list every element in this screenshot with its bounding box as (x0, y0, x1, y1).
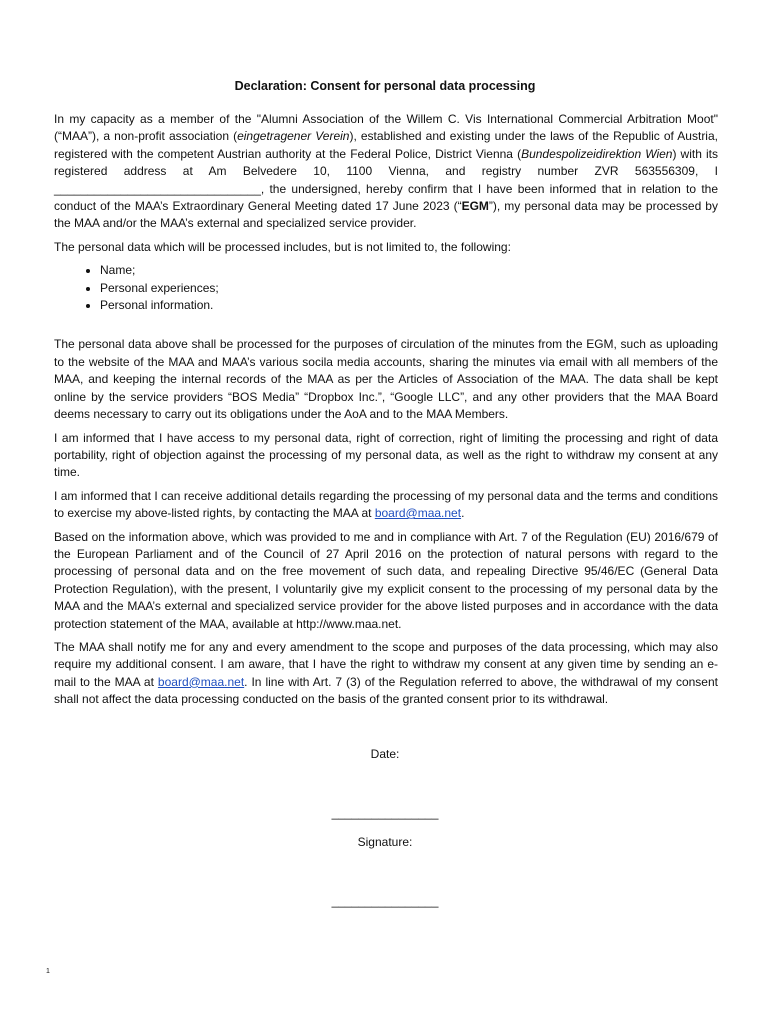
data-list (54, 262, 718, 314)
list-item: • Personal experiences; (100, 280, 718, 297)
list-intro: The personal data which will be processed includes, but is not limited to, the following: (54, 239, 511, 254)
spacer (54, 314, 718, 336)
details-text-2: . (461, 506, 465, 521)
list-item: • Personal information. (100, 297, 718, 314)
details-paragraph (54, 488, 718, 523)
intro-italic-2: Bundespolizeidirektion Wien (521, 146, 673, 161)
intro-text-2: ), established and existing under the laws of the Republic of Austria, registered with the competent Austrian authority at the Federal Police, District Vienna ( (54, 129, 718, 161)
intro-text-1: In my capacity as a member of the "Alumni Association of the Willem C. Vis International Commercial Arbitration Moot" (“MAA”), a non-profit association ( (54, 112, 718, 144)
intro-text-4: ”), my personal data may be processed by the MAA and/or the MAA’s external and specialized service provider. (54, 199, 718, 231)
notify-text-2: . In line with Art. 7 (3) of the Regulation referred to above, the withdrawal of my consent shall not affect the data processing conducted on the basis of the granted consent prior to its withdrawal. (54, 674, 718, 707)
date-line: ________________ (331, 806, 439, 820)
notify-paragraph (54, 639, 718, 709)
page-title: Declaration: Consent for personal data processing (234, 79, 536, 93)
consent-paragraph: Based on the information above, which was provided to me and in compliance with Art. 7 of the Regulation (EU) 2016/679 of the European Parliament and of the Council of 27 April 2016 on the protection of natural persons with regard to the processing of personal data and on the free movement of such data, and repealing Directive 95/46/EC (General Data Protection Regulation), with the present, I voluntarily give my explicit consent to the processing of my personal data by the MAA and the MAA’s external and specialized service provider for the above listed purposes and in accordance with the data protection statement of the MAA, available at http://www.maa.net. (54, 529, 718, 631)
document-body (54, 111, 718, 715)
date-label: Date: (370, 747, 400, 761)
list-item: • Name; (100, 262, 718, 279)
page-number: 1 (46, 968, 50, 975)
notify-text-1: The MAA shall notify me for any and every amendment to the scope and purposes of the data processing, which may also require my additional consent. I am aware, that I have the right to withdraw my consent at any given time by sending an e-mail to the MAA at (54, 639, 718, 689)
signature-label: Signature: (357, 835, 413, 849)
email-link[interactable]: board@maa.net (157, 674, 245, 689)
email-link[interactable]: board@maa.net (374, 506, 462, 521)
intro-bold-egm: EGM (461, 199, 489, 214)
details-text-1: I am informed that I can receive additional details regarding the processing of my personal data and the terms and conditions to exercise my above-listed rights, by contacting the MAA at (54, 488, 718, 521)
purposes-paragraph: The personal data above shall be processed for the purposes of circulation of the minutes from the EGM, such as uploading to the website of the MAA and MAA’s various socila media accounts, sharing the minutes via email with all members of the MAA, and keeping the internal records of the MAA as per the Articles of Association of the MAA. The data shall be kept online by the service providers “BOS Media” “Dropbox Inc.”, “Google LLC”, and any other providers that the MAA Board deems necessary to carry out its obligations under the AoA and to the MAA Members. (54, 337, 718, 422)
intro-text-3: ) with its registered address at Am Belvedere 10, 1100 Vienna, and registry number ZVR 563556309, I _______________________________, the undersigned, hereby confirm that I have been informed that in relation to the conduct of the MAA’s Extraordinary General Meeting dated 17 June 2023 (“ (54, 146, 718, 214)
rights-paragraph: I am informed that I have access to my personal data, right of correction, right of limiting the processing and right of data portability, right of objection against the processing of my personal data, as well as the right to withdraw my consent at any time. (54, 430, 718, 480)
intro-paragraph (54, 111, 718, 233)
intro-italic-1: eingetragener Verein (237, 129, 350, 144)
signature-line: ________________ (331, 894, 439, 908)
